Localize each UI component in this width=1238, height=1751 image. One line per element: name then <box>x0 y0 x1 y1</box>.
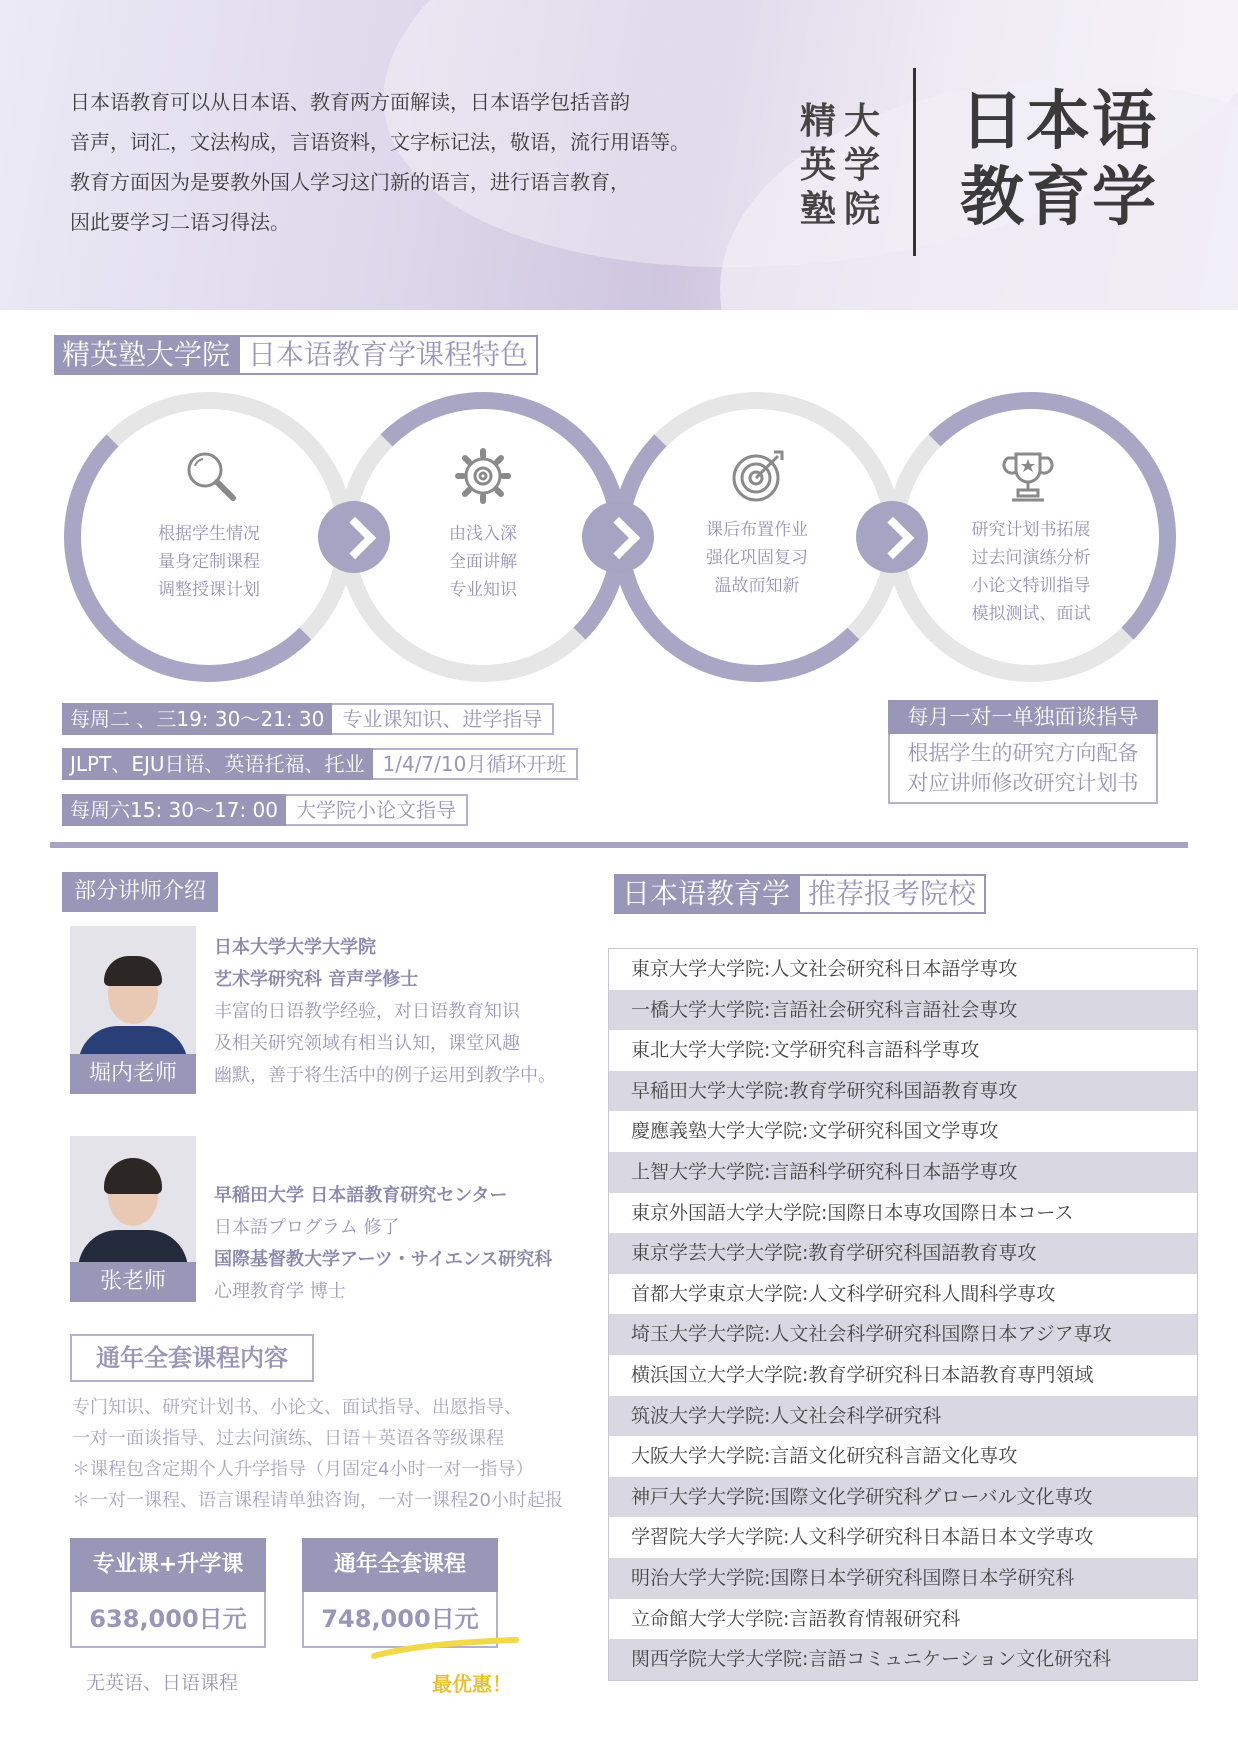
intro-line: 因此要学习二语习得法。 <box>70 210 290 234</box>
full-course-title: 通年全套课程内容 <box>70 1334 314 1382</box>
list-item: 早稲田大学大学院:教育学研究科国語教育専攻 <box>609 1071 1197 1112</box>
gear-icon <box>453 446 513 506</box>
next-arrow-icon <box>856 501 928 573</box>
list-item: 首都大学東京大学院:人文科学研究科人間科学専攻 <box>631 1282 1056 1305</box>
teachers-heading: 部分讲师介绍 <box>62 872 218 912</box>
schedule-row: JLPT、EJU日语、英语托福、托业 1/4/7/10月循环开班 <box>62 748 578 780</box>
price-box: 通年全套课程 748,000日元 <box>302 1538 498 1648</box>
price-note: 无英语、日语课程 <box>86 1672 239 1694</box>
trophy-icon <box>998 446 1058 506</box>
list-item: 筑波大学大学院:人文社会科学研究科 <box>609 1396 1197 1437</box>
section-divider <box>50 842 1188 848</box>
vertical-title-col2: 大 学 院 <box>843 101 880 230</box>
list-item: 上智大学大学院:言語科学研究科日本語学専攻 <box>609 1152 1197 1193</box>
list-item: 東京外国語大学大学院:国際日本専攻国際日本コース <box>631 1201 1074 1224</box>
next-arrow-icon <box>318 501 390 573</box>
teacher-photo <box>70 1136 196 1302</box>
teacher-name: 堀内老师 <box>70 1054 196 1094</box>
intro-line: 音声，词汇，文法构成，言语资料，文字标记法，敬语，流行用语等。 <box>70 130 690 154</box>
list-item: 東京大学大学院:人文社会研究科日本語学専攻 <box>631 958 1018 980</box>
features-heading: 精英塾大学院 日本语教育学课程特色 <box>54 335 538 375</box>
intro-paragraph <box>70 82 730 242</box>
teacher-name: 张老师 <box>70 1262 196 1302</box>
highlight-swoosh <box>370 1636 520 1662</box>
header-banner <box>0 0 1238 310</box>
list-item: 一橋大学大学院:言語社会研究科言語社会専攻 <box>609 990 1197 1031</box>
list-item: 横浜国立大学大学院:教育学研究科日本語教育専門領域 <box>631 1363 1094 1386</box>
teacher-bio: 早稲田大学 日本語教育研究センター 日本語プログラム 修了 国際基督教大学アーツ・サイエンス研究科 心理教育学 博士 <box>214 1185 553 1302</box>
teacher-bio: 日本大学大学大学院 艺术学研究科 音声学修士 丰富的日语教学经验，对日语教育知识 及相关研究领域有相当认知，课堂风趣 幽默，善于将生活中的例子运用到教学中。 <box>214 937 556 1086</box>
list-item: 神戸大学大学院:国際文化学研究科グローバル文化専攻 <box>609 1477 1197 1518</box>
list-item: 東京学芸大学大学院:教育学研究科国語教育専攻 <box>609 1233 1197 1274</box>
best-deal-label: 最优惠！ <box>432 1672 512 1696</box>
schedule-row: 每周二 、三19: 30～21: 30 专业课知识、进学指导 <box>62 703 554 735</box>
list-item: 慶應義塾大学大学院:文学研究科国文学専攻 <box>631 1120 999 1143</box>
next-arrow-icon <box>582 501 654 573</box>
list-item: 立命館大学大学院:言語教育情報研究科 <box>631 1607 961 1630</box>
step-description: 由浅入深 全面讲解 专业知识 <box>449 524 517 600</box>
list-item: 東北大学大学院:文学研究科言語科学専攻 <box>631 1039 980 1062</box>
step-description: 研究计划书拓展 过去问演练分析 小论文特训指导 模拟测试、面试 <box>971 520 1091 624</box>
process-steps <box>0 388 1238 688</box>
full-course-content: 专门知识、研究计划书、小论文、面试指导、出愿指导、 一对一面谈指导、过去问演练、日语＋英语各等级课程 ＊课程包含定期个人升学指导（月固定4小时一对一指导） ＊一对一课程、语言课程请单独咨询，一对一课程20小时起报 <box>72 1397 563 1511</box>
intro-line: 教育方面因为是要教外国人学习这门新的语言，进行语言教育， <box>70 170 630 194</box>
schools-heading: 日本语教育学 推荐报考院校 <box>614 874 986 914</box>
step-description: 根据学生情况 量身定制课程 调整授课计划 <box>158 524 260 600</box>
list-item: 埼玉大学大学院:人文社会科学研究科国際日本アジア専攻 <box>609 1314 1197 1355</box>
teacher-photo <box>70 926 196 1094</box>
price-box: 专业课+升学课 638,000日元 <box>70 1538 266 1648</box>
target-icon <box>728 446 788 506</box>
page-title: 日本语 教育学 <box>960 85 1158 235</box>
vertical-title-col1: 精 英 塾 <box>799 101 836 230</box>
title-divider <box>913 68 916 256</box>
monthly-guidance-box: 每月一对一单独面谈指导 根据学生的研究方向配备 对应讲师修改研究计划书 <box>888 700 1158 804</box>
school-list <box>608 948 1198 1681</box>
step-description: 课后布置作业 强化巩固复习 温故而知新 <box>706 520 808 596</box>
list-item: 明治大学大学院:国際日本学研究科国際日本学研究科 <box>609 1558 1197 1599</box>
magnifier-icon <box>181 446 241 506</box>
list-item: 大阪大学大学院:言語文化研究科言語文化専攻 <box>631 1445 1018 1468</box>
schedule-row: 每周六15: 30～17: 00 大学院小论文指导 <box>62 794 468 826</box>
list-item: 関西学院大学大学院:言語コミュニケーション文化研究科 <box>609 1639 1197 1680</box>
intro-line: 日本语教育可以从日本语、教育两方面解读，日本语学包括音韵 <box>70 90 630 114</box>
list-item: 学習院大学大学院:人文科学研究科日本語日本文学専攻 <box>631 1526 1094 1549</box>
